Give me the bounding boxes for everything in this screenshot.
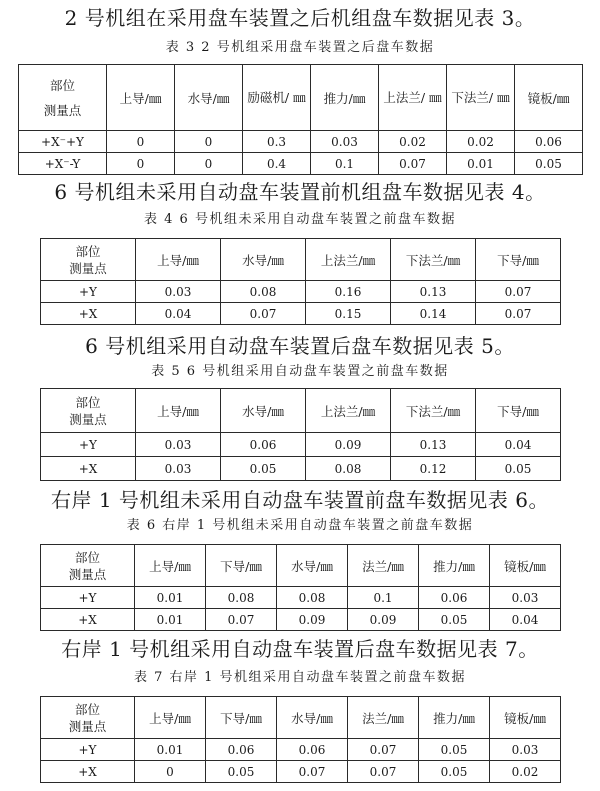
table-cell: 0.16: [306, 281, 391, 303]
column-header: 推力/㎜: [311, 65, 379, 131]
table-cell: 0.07: [206, 609, 277, 631]
corner-bottom-label: 测量点: [43, 102, 82, 118]
column-header: 上导/㎜: [136, 389, 221, 433]
table-header-row: [41, 697, 561, 739]
table-cell: 0.1: [311, 153, 379, 175]
column-header: 下法兰/㎜: [391, 239, 476, 281]
table-cell: 0.07: [476, 281, 561, 303]
row-label: +X: [41, 761, 135, 783]
corner-bottom-label: 测量点: [68, 718, 107, 734]
table-cell: 0.4: [243, 153, 311, 175]
table-cell: 0.05: [419, 761, 490, 783]
row-label: +Y: [41, 433, 136, 457]
row-label: +X: [41, 303, 136, 325]
table-cell: 0.05: [206, 761, 277, 783]
corner-cell: [41, 697, 135, 739]
table-cell: 0.15: [306, 303, 391, 325]
corner-top-label: 部位: [75, 394, 101, 410]
table-caption: 表 4 6 号机组未采用自动盘车装置之前盘车数据: [144, 212, 456, 227]
corner-cell: [41, 545, 135, 587]
table-caption: 表 6 右岸 1 号机组未采用自动盘车装置之前盘车数据: [126, 518, 474, 533]
table-caption: 表 7 右岸 1 号机组采用自动盘车装置之前盘车数据: [133, 670, 467, 685]
table-caption: 表 5 6 号机组采用自动盘车装置之前盘车数据: [151, 364, 449, 379]
column-header: 励磁机/ ㎜: [243, 65, 311, 131]
data-table: [18, 64, 583, 175]
corner-cell: [41, 239, 136, 281]
row-label: +X⁻-Y: [19, 153, 107, 175]
column-header: 下导/㎜: [476, 389, 561, 433]
table-cell: 0.13: [391, 433, 476, 457]
table-cell: 0.12: [391, 457, 476, 481]
row-label: +Y: [41, 587, 135, 609]
table-cell: 0.03: [311, 131, 379, 153]
corner-top-label: 部位: [74, 549, 100, 565]
table-row: [19, 153, 583, 175]
section-heading: 6 号机组未采用自动盘车装置前机组盘车数据见表 4。: [54, 180, 546, 204]
corner-bottom-label: 测量点: [69, 411, 107, 427]
column-header: 上法兰/㎜: [306, 389, 391, 433]
table-cell: 0: [175, 131, 243, 153]
table-cell: 0.02: [490, 761, 561, 783]
table-cell: 0.07: [476, 303, 561, 325]
data-table: [40, 388, 561, 481]
table-cell: 0.1: [348, 587, 419, 609]
table-row: [41, 457, 561, 481]
column-header: 下法兰/ ㎜: [447, 65, 515, 131]
table-row: [41, 587, 561, 609]
row-label: +X: [41, 457, 136, 481]
column-header: 镜板/㎜: [515, 65, 583, 131]
column-header: 上法兰/ ㎜: [379, 65, 447, 131]
table-header-row: [41, 239, 561, 281]
table-cell: 0: [107, 131, 175, 153]
column-header: 上法兰/㎜: [306, 239, 391, 281]
table-cell: 0: [175, 153, 243, 175]
table-cell: 0.06: [419, 587, 490, 609]
table-cell: 0.04: [136, 303, 221, 325]
corner-cell: [19, 65, 107, 131]
column-header: 水导/㎜: [175, 65, 243, 131]
column-header: 上导/㎜: [107, 65, 175, 131]
table-cell: 0.01: [447, 153, 515, 175]
table-cell: 0.05: [476, 457, 561, 481]
row-label: +Y: [41, 281, 136, 303]
table-cell: 0.14: [391, 303, 476, 325]
table-cell: 0.07: [277, 761, 348, 783]
column-header: 上导/㎜: [135, 545, 206, 587]
column-header: 下导/㎜: [206, 545, 277, 587]
column-header: 镜板/㎜: [490, 545, 561, 587]
table-cell: 0.03: [490, 587, 561, 609]
table-cell: 0.01: [135, 587, 206, 609]
column-header: 推力/㎜: [419, 697, 490, 739]
row-label: +X⁻+Y: [19, 131, 107, 153]
column-header: 水导/㎜: [277, 545, 348, 587]
table-caption: 表 3 2 号机组采用盘车装置之后盘车数据: [165, 40, 435, 55]
column-header: 下导/㎜: [476, 239, 561, 281]
table-cell: 0.02: [379, 131, 447, 153]
table-cell: 0.04: [476, 433, 561, 457]
table-cell: 0.06: [221, 433, 306, 457]
table-cell: 0.01: [135, 739, 206, 761]
table-cell: 0.08: [206, 587, 277, 609]
table-row: [41, 281, 561, 303]
table-cell: 0.08: [306, 457, 391, 481]
column-header: 推力/㎜: [419, 545, 490, 587]
column-header: 上导/㎜: [136, 239, 221, 281]
data-table: [40, 544, 561, 631]
table-cell: 0.07: [379, 153, 447, 175]
table-cell: 0.09: [348, 609, 419, 631]
data-table: [40, 238, 561, 325]
section-heading: 右岸 1 号机组未采用自动盘车装置前盘车数据见表 6。: [50, 488, 550, 512]
corner-cell: [41, 389, 136, 433]
table-cell: 0.08: [221, 281, 306, 303]
corner-bottom-label: 测量点: [68, 566, 107, 582]
table-cell: 0.05: [419, 609, 490, 631]
corner-top-label: 部位: [74, 701, 100, 717]
table-row: [41, 739, 561, 761]
section-heading: 2 号机组在采用盘车装置之后机组盘车数据见表 3。: [64, 6, 536, 30]
table-row: [19, 131, 583, 153]
corner-bottom-label: 测量点: [69, 260, 107, 276]
column-header: 水导/㎜: [221, 239, 306, 281]
row-label: +Y: [41, 739, 135, 761]
table-row: [41, 303, 561, 325]
table-header-row: [19, 65, 583, 131]
table-cell: 0.05: [419, 739, 490, 761]
table-cell: 0.06: [206, 739, 277, 761]
column-header: 下法兰/㎜: [391, 389, 476, 433]
table-cell: 0.07: [221, 303, 306, 325]
table-row: [41, 761, 561, 783]
section-heading: 6 号机组采用自动盘车装置后盘车数据见表 5。: [85, 334, 515, 358]
corner-top-label: 部位: [49, 77, 75, 93]
section-heading: 右岸 1 号机组采用自动盘车装置后盘车数据见表 7。: [61, 637, 539, 661]
table-cell: 0.01: [135, 609, 206, 631]
table-cell: 0.03: [136, 457, 221, 481]
table-cell: 0.07: [348, 739, 419, 761]
table-cell: 0.05: [515, 153, 583, 175]
table-cell: 0.03: [136, 433, 221, 457]
column-header: 水导/㎜: [277, 697, 348, 739]
table-cell: 0.09: [277, 609, 348, 631]
table-cell: 0.02: [447, 131, 515, 153]
column-header: 下导/㎜: [206, 697, 277, 739]
data-table: [40, 696, 561, 783]
table-cell: 0.3: [243, 131, 311, 153]
table-cell: 0.09: [306, 433, 391, 457]
table-cell: 0.07: [348, 761, 419, 783]
table-cell: 0.04: [490, 609, 561, 631]
table-row: [41, 609, 561, 631]
column-header: 上导/㎜: [135, 697, 206, 739]
row-label: +X: [41, 609, 135, 631]
table-cell: 0.08: [277, 587, 348, 609]
table-cell: 0.13: [391, 281, 476, 303]
table-cell: 0.06: [277, 739, 348, 761]
table-cell: 0.05: [221, 457, 306, 481]
table-cell: 0: [135, 761, 206, 783]
table-cell: 0.06: [515, 131, 583, 153]
table-row: [41, 433, 561, 457]
table-header-row: [41, 389, 561, 433]
column-header: 镜板/㎜: [490, 697, 561, 739]
column-header: 法兰/㎜: [348, 545, 419, 587]
table-header-row: [41, 545, 561, 587]
corner-top-label: 部位: [75, 243, 101, 259]
table-cell: 0: [107, 153, 175, 175]
table-cell: 0.03: [490, 739, 561, 761]
column-header: 水导/㎜: [221, 389, 306, 433]
table-cell: 0.03: [136, 281, 221, 303]
column-header: 法兰/㎜: [348, 697, 419, 739]
